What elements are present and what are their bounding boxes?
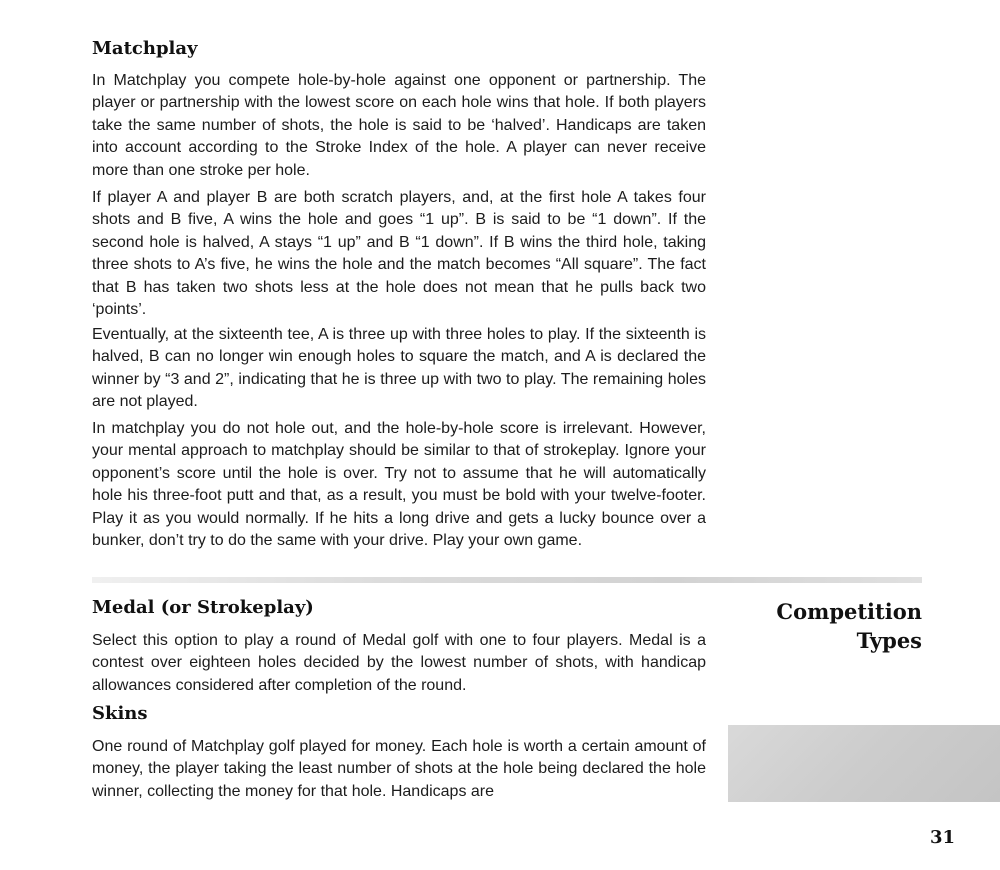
- matchplay-paragraph-3: Eventually, at the sixteenth tee, A is three up with three holes to play. If the sixteenth is halved, B can no longer win enough holes to square the match, and A is declared the winner by “3 and 2”, indicating that he is three up with two to play. The remaining holes are not played.: [92, 326, 706, 411]
- sidebar-shaded-box: [728, 725, 1000, 802]
- matchplay-paragraph-4: In matchplay you do not hole out, and the hole-by-hole score is irrelevant. However, your mental approach to matchplay should be similar to that of strokeplay. Ignore your opponent’s score until the hole is over. Try not to assume that he will automatically hole his three-foot putt and that, as a result, you must be bold with your twelve-footer. Play it as you would normally. If he hits a long drive and gets a lucky bounce over a bunker, don’t try to do the same with your drive. Play your own game.: [92, 420, 706, 550]
- sidebar-title: [702, 597, 922, 655]
- page-number: 31: [930, 827, 956, 848]
- matchplay-paragraph-1: In Matchplay you compete hole-by-hole against one opponent or partnership. The player or partnership with the lowest score on each hole wins that hole. If both players take the same number of shots, the hole is said to be ‘halved’. Handicaps are taken into account according to the Stroke Index of the hole. A player can never receive more than one stroke per hole.: [92, 72, 706, 179]
- sidebar-title-line-2: Types: [856, 628, 922, 653]
- matchplay-heading: Matchplay: [92, 38, 198, 59]
- skins-paragraph: One round of Matchplay golf played for money. Each hole is worth a certain amount of money, the player taking the least number of shots at the hole being declared the hole winner, collecting the money for that hole. Handicaps are: [92, 738, 706, 800]
- medal-paragraph: Select this option to play a round of Medal golf with one to four players. Medal is a contest over eighteen holes decided by the lowest number of shots, with handicap allowances considered after completion of the round.: [92, 632, 706, 694]
- medal-heading: Medal (or Strokeplay): [92, 597, 314, 618]
- matchplay-paragraph-2: If player A and player B are both scratch players, and, at the first hole A takes four shots and B five, A wins the hole and goes “1 up”. B is said to be “1 down”. If the second hole is halved, A stays “1 up” and B “1 down”. If B wins the third hole, taking three shots to A’s five, he wins the hole and the match becomes “All square”. The fact that B has taken two shots less at the hole does not mean that he pulls back two ‘points’.: [92, 189, 706, 319]
- section-divider: [92, 577, 922, 583]
- skins-heading: Skins: [92, 703, 148, 724]
- sidebar-title-line-1: Competition: [776, 599, 922, 624]
